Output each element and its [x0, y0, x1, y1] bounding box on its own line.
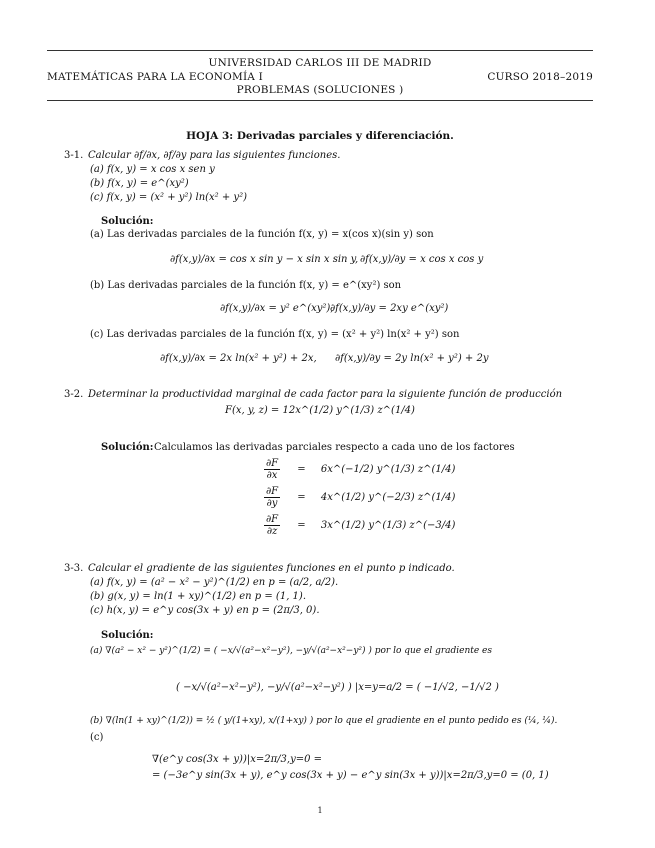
row-z-den: ∂z — [266, 526, 278, 537]
problem-3-1-b-eq2: ∂f(x,y)/∂y = 2xy e^(xy²) — [330, 303, 449, 314]
problem-3-1-solution-label: Solución: — [101, 216, 154, 227]
problem-3-3-c-eq1: ∇(e^y cos(3x + y))|x=2π/3,y=0 = — [152, 754, 323, 765]
problem-3-3-b-line: (b) ∇(ln(1 + xy)^(1/2)) = ½ ( y/(1+xy), x/(1+xy) ) por lo que el gradiente en el punto pedido es (¼, ¼). — [90, 716, 558, 726]
problem-3-1-b-text: (b) Las derivadas parciales de la función f(x, y) = e^(xy²) son — [90, 280, 402, 291]
problem-3-1-a-text: (a) Las derivadas parciales de la función f(x, y) = x(cos x)(sin y) son — [90, 229, 434, 240]
problem-3-1-statement: Calcular ∂f/∂x, ∂f/∂y para las siguientes funciones. — [88, 150, 341, 161]
problem-3-3-item-c: (c) h(x, y) = e^y cos(3x + y) en p = (2π/3, 0). — [90, 605, 320, 616]
row-x-rhs: 6x^(−1/2) y^(1/3) z^(1/4) — [320, 464, 456, 475]
header-top-rule — [47, 50, 593, 51]
problem-3-1-c-eq1: ∂f(x,y)/∂x = 2x ln(x² + y²) + 2x, — [160, 353, 317, 364]
problem-3-3-statement: Calcular el gradiente de las siguientes funciones en el punto p indicado. — [88, 563, 455, 574]
row-y-num: ∂F — [266, 486, 279, 497]
problem-3-3-c-label: (c) — [90, 732, 104, 743]
problem-3-2-function: F(x, y, z) = 12x^(1/2) y^(1/3) z^(1/4) — [225, 405, 415, 416]
problem-3-3-a-eval: ( −x/√(a²−x²−y²), −y/√(a²−x²−y²) ) |x=y=a/2 = ( −1/√2, −1/√2 ) — [176, 682, 499, 693]
problem-3-1-b-eq1: ∂f(x,y)/∂x = y² e^(xy²), — [220, 303, 334, 314]
sheet-title: HOJA 3: Derivadas parciales y diferenciación. — [186, 130, 454, 142]
problem-3-1-c-eq2: ∂f(x,y)/∂y = 2y ln(x² + y²) + 2y — [335, 353, 489, 364]
problem-3-2-solution-label: Solución: — [101, 442, 154, 453]
problem-3-2-number: 3-2. — [64, 389, 84, 400]
header-course-year: CURSO 2018–2019 — [487, 71, 593, 83]
row-x-num: ∂F — [266, 458, 279, 469]
problem-3-1-item-c: (c) f(x, y) = (x² + y²) ln(x² + y²) — [90, 192, 247, 203]
problem-3-1-a-eq1: ∂f(x,y)/∂x = cos x sin y − x sin x sin y, — [170, 254, 359, 265]
problem-3-1-a-eq2: ∂f(x,y)/∂y = x cos x cos y — [360, 254, 484, 265]
header-university: UNIVERSIDAD CARLOS III DE MADRID — [208, 57, 432, 69]
problem-3-3-item-a: (a) f(x, y) = (a² − x² − y²)^(1/2) en p = (a/2, a/2). — [90, 577, 339, 588]
row-y-den: ∂y — [266, 498, 278, 509]
problem-3-2-statement: Determinar la productividad marginal de cada factor para la siguiente función de producción — [88, 389, 563, 400]
problem-3-2-row-x: $\frac{\partial F}{\partial x}$ = 6x^(−1/2) y^(1/3) z^(1/4) — [266, 458, 456, 481]
problem-3-1-item-b: (b) f(x, y) = e^(xy²) — [90, 178, 189, 189]
problem-3-2-solution-text: Calculamos las derivadas parciales respecto a cada uno de los factores — [154, 442, 515, 453]
problem-3-1-item-a: (a) f(x, y) = x cos x sen y — [90, 164, 215, 175]
problem-3-3-c-eq2: = (−3e^y sin(3x + y), e^y cos(3x + y) − e^y sin(3x + y))|x=2π/3,y=0 = (0, 1) — [152, 770, 549, 781]
row-z-rhs: 3x^(1/2) y^(1/3) z^(−3/4) — [320, 520, 456, 531]
header-subtitle: PROBLEMAS (SOLUCIONES ) — [236, 84, 404, 96]
header-bottom-rule — [47, 100, 593, 101]
problem-3-3-item-b: (b) g(x, y) = ln(1 + xy)^(1/2) en p = (1, 1). — [90, 591, 306, 602]
row-x-den: ∂x — [266, 470, 278, 481]
problem-3-3-number: 3-3. — [64, 563, 84, 574]
problem-3-3-a-line: (a) ∇(a² − x² − y²)^(1/2) = ( −x/√(a²−x²−y²), −y/√(a²−x²−y²) ) por lo que el gradiente es — [90, 646, 493, 656]
problem-3-2-row-z: $\frac{\partial F}{\partial z}$ = 3x^(1/2) y^(1/3) z^(−3/4) — [266, 514, 456, 537]
header-course-name: MATEMÁTICAS PARA LA ECONOMÍA I — [47, 71, 263, 83]
problem-3-1-c-text: (c) Las derivadas parciales de la función f(x, y) = (x² + y²) ln(x² + y²) son — [90, 329, 460, 340]
row-y-rhs: 4x^(1/2) y^(−2/3) z^(1/4) — [320, 492, 456, 503]
row-z-num: ∂F — [266, 514, 279, 525]
problem-3-2-row-y: $\frac{\partial F}{\partial y}$ = 4x^(1/2) y^(−2/3) z^(1/4) — [266, 486, 456, 509]
problem-3-3-solution-label: Solución: — [101, 630, 154, 641]
page-number: 1 — [317, 806, 323, 815]
problem-3-1-number: 3-1. — [64, 150, 84, 161]
